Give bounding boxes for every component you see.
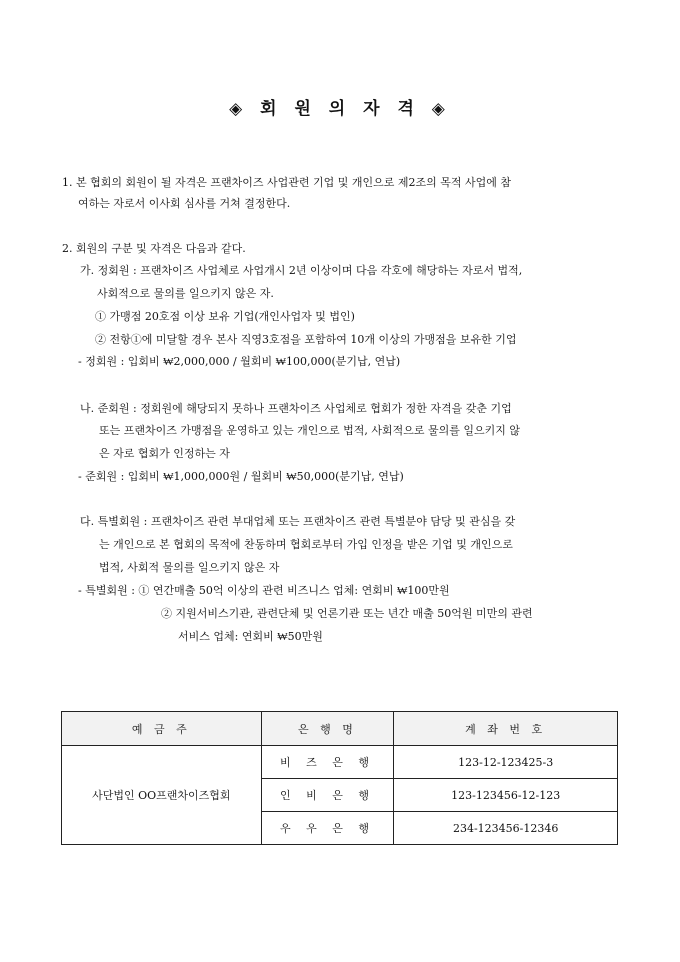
associate-member-line3: 은 자로 협회가 인정하는 자 [99, 447, 230, 460]
section1-line1: 1. 본 협회의 회원이 될 자격은 프랜차이즈 사업관련 기업 및 개인으로 제2조의 목적 사업에 참 [62, 176, 511, 189]
header-account-number: 계 좌 번 호 [394, 712, 618, 746]
section2-heading: 2. 회원의 구분 및 자격은 다음과 같다. [62, 242, 246, 255]
header-bank-name: 은 행 명 [261, 712, 394, 746]
regular-member-line2: 사회적으로 물의를 일으키지 않은 자. [97, 287, 274, 300]
account-number-cell: 123-123456-12-123 [394, 779, 618, 812]
page-title: ◈ 회 원 의 자 격 ◈ [229, 99, 451, 119]
special-member-line3: 법적, 사회적 물의를 일으키지 않은 자 [99, 561, 280, 574]
header-account-holder: 예 금 주 [62, 712, 262, 746]
bank-account-table [61, 711, 618, 845]
special-member-line1: 다. 특별회원 : 프랜차이즈 관련 부대업체 또는 프랜차이즈 관련 특별분야 담당 및 관심을 갖 [80, 515, 516, 528]
account-number-cell: 234-123456-12346 [394, 812, 618, 845]
associate-member-line1: 나. 준회원 : 정회원에 해당되지 못하나 프랜차이즈 사업체로 협회가 정한 자격을 갖춘 기업 [80, 402, 512, 415]
associate-member-line2: 또는 프랜차이즈 가맹점을 운영하고 있는 개인으로 법적, 사회적으로 물의를 일으키지 않 [99, 424, 520, 437]
table-row [62, 746, 618, 779]
regular-member-line1: 가. 정회원 : 프랜차이즈 사업체로 사업개시 2년 이상이며 다음 각호에 해당하는 자로서 법적, [80, 264, 523, 277]
bank-name-cell: 인 비 은 행 [261, 779, 394, 812]
regular-member-item2: ② 전항①에 미달할 경우 본사 직영3호점을 포함하여 10개 이상의 가맹점을 보유한 기업 [95, 333, 517, 346]
account-holder-cell: 사단법인 OO프랜차이즈협회 [62, 746, 262, 845]
bank-name-cell: 우 우 은 행 [261, 812, 394, 845]
special-member-fee3: 서비스 업체: 연회비 ₩50만원 [178, 630, 323, 643]
associate-member-fee: - 준회원 : 입회비 ₩1,000,000원 / 월회비 ₩50,000(분기납, 연납) [78, 470, 404, 483]
table-header-row [62, 712, 618, 746]
section1-line2: 여하는 자로서 이사회 심사를 거쳐 결정한다. [78, 197, 291, 210]
special-member-fee2: ② 지원서비스기관, 관련단체 및 언론기관 또는 년간 매출 50억원 미만의 관련 [161, 607, 533, 620]
special-member-fee1: - 특별회원 : ① 연간매출 50억 이상의 관련 비즈니스 업체: 연회비 ₩100만원 [78, 584, 450, 597]
special-member-line2: 는 개인으로 본 협회의 목적에 찬동하며 협회로부터 가입 인정을 받은 기업 및 개인으로 [99, 538, 513, 551]
account-number-cell: 123-12-123425-3 [394, 746, 618, 779]
bank-name-cell: 비 즈 은 행 [261, 746, 394, 779]
regular-member-item1: ① 가맹점 20호점 이상 보유 기업(개인사업자 및 법인) [95, 310, 355, 323]
regular-member-fee: - 정회원 : 입회비 ₩2,000,000 / 월회비 ₩100,000(분기납, 연납) [78, 355, 401, 368]
